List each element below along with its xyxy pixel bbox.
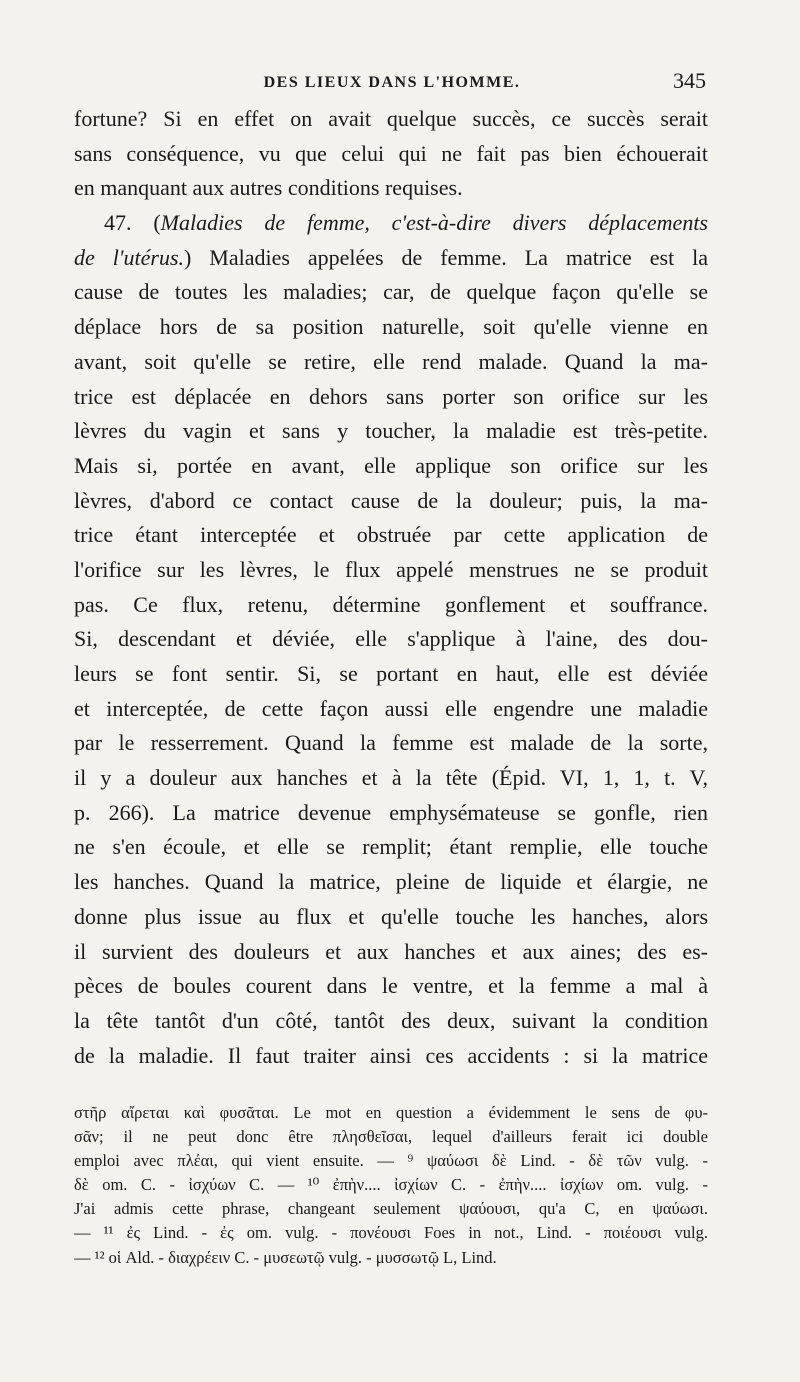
text-line: lèvres du vagin et sans y toucher, la maladie est très-petite.	[74, 418, 708, 444]
text-line: trice est déplacée en dehors sans porter son orifice sur les	[74, 383, 708, 409]
footnote-line: δὲ om. C. - ἰσχύων C. — ¹⁰ ἐπὴν.... ἰσχίων C. - ἐπὴν.... ἰσχίων om. vulg. -	[74, 1175, 708, 1195]
footnote-line: — ¹² οἱ Ald. - διαχρέειν C. - μυσεωτῷ vulg. - μυσσωτῷ L, Lind.	[74, 1247, 497, 1267]
text-line: leurs se font sentir. Si, se portant en haut, elle est déviée	[74, 661, 708, 686]
section-first-line: Maladies appelées de femme. La matrice est la	[209, 244, 708, 270]
footnote-line: σᾶν; il ne peut donc être πλησθεῖσαι, lequel d'ailleurs ferait ici double	[74, 1127, 708, 1147]
text-line: déplace hors de sa position naturelle, soit qu'elle vienne en	[74, 314, 708, 340]
text-line: Mais si, portée en avant, elle applique son orifice sur les	[74, 452, 708, 478]
page-header	[74, 66, 710, 102]
main-text	[74, 102, 708, 1073]
text-line: il y a douleur aux hanches et à la tête (Épid. VI, 1, 1, t. V,	[74, 765, 708, 791]
footnote-line: — ¹¹ ἐς Lind. - ἐς om. vulg. - πονέουσι Foes in not., Lind. - ποιέουσι vulg.	[74, 1223, 708, 1243]
text-line: et interceptée, de cette façon aussi elle engendre une maladie	[74, 695, 708, 721]
text-line: par le resserrement. Quand la femme est malade de la sorte,	[74, 730, 708, 756]
section-number: 47.	[104, 210, 132, 236]
text-line: avant, soit qu'elle se retire, elle rend malade. Quand la ma-	[74, 348, 708, 374]
section-heading-line-2	[74, 241, 708, 276]
footnotes	[74, 1101, 708, 1270]
section-heading-cont: de l'utérus.	[74, 244, 185, 270]
text-line: pas. Ce flux, retenu, détermine gonflement et souffrance.	[74, 591, 708, 617]
footnote-line: στῆρ αἴρεται καὶ φυσᾶται. Le mot en question a évidemment le sens de φυ-	[74, 1103, 708, 1122]
text-line: p. 266). La matrice devenue emphysémateuse se gonfle, rien	[74, 799, 708, 825]
text-line: trice étant interceptée et obstruée par cette application de	[74, 522, 708, 548]
text-line: cause de toutes les maladies; car, de quelque façon qu'elle se	[74, 279, 708, 305]
text-line: en manquant aux autres conditions requises.	[74, 175, 463, 201]
text-line: lèvres, d'abord ce contact cause de la douleur; puis, la ma-	[74, 487, 708, 513]
text-line: les hanches. Quand la matrice, pleine de liquide et élargie, ne	[74, 869, 708, 895]
footnote-line: emploi avec πλέαι, qui vient ensuite. — ⁹ ψαύωσι δὲ Lind. - δὲ τῶν vulg. -	[74, 1151, 708, 1171]
text-line: Si, descendant et déviée, elle s'applique à l'aine, des dou-	[74, 626, 708, 652]
text-line: pèces de boules courent dans le ventre, et la femme a mal à	[74, 973, 708, 999]
text-line: ne s'en écoule, et elle se remplit; étant remplie, elle touche	[74, 834, 708, 860]
running-title: DES LIEUX DANS L'HOMME.	[263, 74, 521, 91]
text-line: l'orifice sur les lèvres, le flux appelé menstrues ne se produit	[74, 556, 708, 582]
text-line: sans conséquence, vu que celui qui ne fait pas bien échouerait	[74, 140, 708, 166]
text-line: fortune? Si en effet on avait quelque succès, ce succès serait	[74, 106, 708, 131]
heading-open-paren: (	[153, 210, 161, 236]
text-line: donne plus issue au flux et qu'elle touche les hanches, alors	[74, 903, 708, 929]
section-heading: Maladies de femme, c'est-à-dire divers déplacements	[160, 210, 708, 236]
text-line: la tête tantôt d'un côté, tantôt des deux, suivant la condition	[74, 1007, 708, 1033]
text-line: il survient des douleurs et aux hanches et aux aines; des es-	[74, 938, 708, 964]
footnote-line: J'ai admis cette phrase, changeant seulement ψαύουσι, qu'a C, en ψαύωσι.	[74, 1199, 708, 1219]
page-number: 345	[673, 68, 706, 93]
heading-close-paren: )	[184, 244, 192, 270]
section-heading-line	[74, 206, 708, 241]
text-line: de la maladie. Il faut traiter ainsi ces accidents : si la matrice	[74, 1042, 708, 1068]
